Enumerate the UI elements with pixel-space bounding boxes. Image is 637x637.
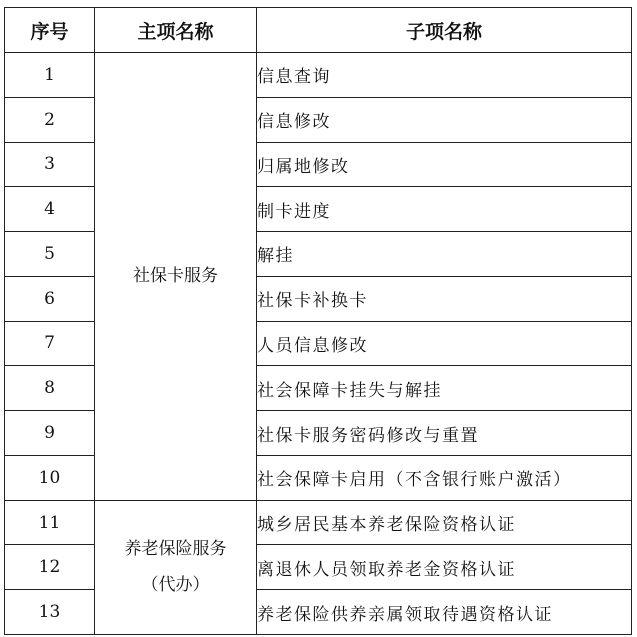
row-number: 10 [5, 455, 95, 500]
row-number: 12 [5, 545, 95, 590]
service-items-table [4, 7, 632, 635]
row-number: 8 [5, 366, 95, 411]
sub-item-name: 社保卡服务密码修改与重置 [257, 411, 632, 456]
main-item-name: 社保卡服务 [133, 266, 218, 287]
sub-item-name: 制卡进度 [257, 187, 632, 232]
sub-item-name: 信息修改 [257, 97, 632, 142]
row-number: 13 [5, 590, 95, 635]
main-item-cell [95, 53, 257, 501]
row-number: 7 [5, 321, 95, 366]
sub-item-name: 人员信息修改 [257, 321, 632, 366]
sub-item-name: 社会保障卡启用（不含银行账户激活） [257, 455, 632, 500]
row-number: 1 [5, 53, 95, 98]
row-number: 6 [5, 276, 95, 321]
row-number: 5 [5, 232, 95, 277]
sub-item-name: 归属地修改 [257, 142, 632, 187]
row-number: 11 [5, 500, 95, 545]
header-serial-number: 序号 [5, 8, 95, 53]
sub-item-name: 离退休人员领取养老金资格认证 [257, 545, 632, 590]
header-sub-item-name: 子项名称 [257, 8, 632, 53]
sub-item-name: 社会保障卡挂失与解挂 [257, 366, 632, 411]
row-number: 2 [5, 97, 95, 142]
sub-item-name: 城乡居民基本养老保险资格认证 [257, 500, 632, 545]
main-item-name: 养老保险服务 [124, 539, 227, 560]
sub-item-name: 解挂 [257, 232, 632, 277]
sub-item-name: 社保卡补换卡 [257, 276, 632, 321]
row-number: 9 [5, 411, 95, 456]
sub-item-name: 信息查询 [257, 53, 632, 98]
table-row [5, 53, 632, 98]
header-main-item-name: 主项名称 [95, 8, 257, 53]
table-row [5, 500, 632, 545]
sub-item-name: 养老保险供养亲属领取待遇资格认证 [257, 590, 632, 635]
main-item-note: （代办） [141, 575, 210, 596]
row-number: 3 [5, 142, 95, 187]
main-item-cell [95, 500, 257, 634]
row-number: 4 [5, 187, 95, 232]
table-header-row [5, 8, 632, 53]
